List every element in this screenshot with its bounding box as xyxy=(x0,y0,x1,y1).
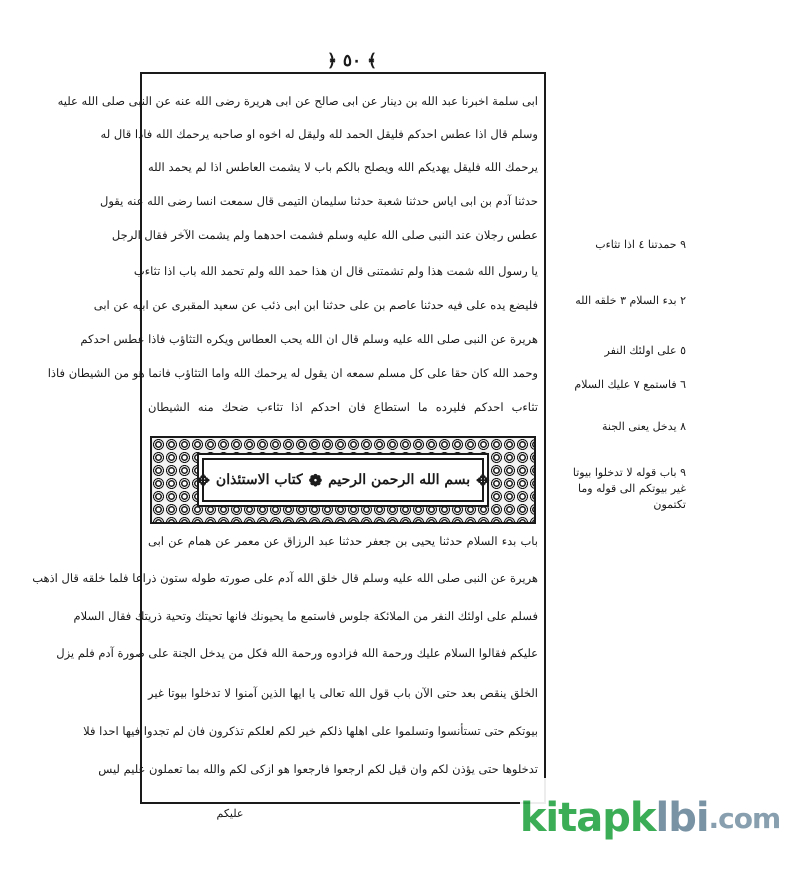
margin-note: تكتمون xyxy=(653,498,686,511)
text-line: بیوتكم حتی تستأنسوا وتسلموا علی اهلها ذلكم خیر لكم لعلكم تذكرون فان لم تجدوا فیها احدا فلا xyxy=(83,724,538,738)
footer-catchword: علیكم xyxy=(216,807,244,820)
watermark-part: .com xyxy=(708,801,781,835)
text-line: حدثنا آدم بن ابی ایاس حدثنا شعبة حدثنا سلیمان التیمی قال سمعت انسا رضی الله عنه یقول xyxy=(100,194,538,208)
margin-note: ٩ باب قوله لا تدخلوا بیوتا xyxy=(572,466,686,479)
site-watermark xyxy=(520,778,780,858)
text-line: ابی سلمة اخبرنا عبد الله بن دینار عن ابی صالح عن ابی هریرة رضی الله عنه عن النبی صلی الله علیه xyxy=(57,94,538,108)
margin-note: ٨ یدخل یعنی الجنة xyxy=(602,420,686,433)
text-line: عطس رجلان عند النبی صلی الله علیه وسلم فشمت احدهما ولم یشمت الآخر فقال الرجل xyxy=(111,228,538,242)
text-line: باب بدء السلام حدثنا یحیی بن جعفر حدثنا عبد الرزاق عن معمر عن همام عن ابی xyxy=(148,534,538,548)
text-line: فلیضع یده علی فیه حدثنا عاصم بن علی حدثنا ابن ابی ذئب عن سعید المقبری عن ابیه عن ابی xyxy=(93,298,538,312)
text-line: وحمد الله كان حقا علی كل مسلم سمعه ان یقول له یرحمك الله واما التثاؤب فانما هو من الشیطان فاذا xyxy=(47,366,538,380)
watermark-part: kitapk xyxy=(519,795,656,841)
chapter-title: كتاب الاستئذان xyxy=(215,472,303,488)
text-line: فسلم علی اولئك النفر من الملائكة جلوس فاستمع ما یحیونك فانها تحیتك وتحیة ذریتك فقال السلام xyxy=(73,609,538,623)
text-line: الخلق ینقص بعد حتی الآن باب قول الله تعالی یا ایها الذین آمنوا لا تدخلوا بیوتا غیر xyxy=(148,686,538,700)
flower-ornament-icon: ✥ xyxy=(196,470,210,490)
text-line: وسلم قال اذا عطس احدكم فلیقل الحمد لله ولیقل له اخوه او صاحبه یرحمك الله فاذا قال له xyxy=(100,127,538,141)
margin-note: ٩ حمدتنا ٤ اذا تثاءب xyxy=(595,238,686,251)
margin-note: ٢ بدء السلام ٣ خلقه الله xyxy=(575,294,686,307)
basmala-text: بسم الله الرحمن الرحیم xyxy=(328,472,471,488)
watermark-part: lbi xyxy=(655,795,709,841)
text-line: تدخلوها حتی یؤذن لكم وان قیل لكم ارجعوا فارجعوا هو ازكی لكم والله بما تعملون علیم لیس xyxy=(98,762,538,776)
margin-note: ٥ علی اولئك النفر xyxy=(604,344,686,357)
main-text-frame xyxy=(32,72,546,804)
ornamental-chapter-band xyxy=(150,436,536,524)
rosette-ornament-icon: ❁ xyxy=(308,470,323,490)
margin-note: ٦ فاستمع ٧ علیك السلام xyxy=(574,378,686,391)
margin-note: غیر بیوتكم الی قوله وما xyxy=(578,482,686,495)
text-line: تثاءب احدكم فلیرده ما استطاع فان احدكم اذا تثاءب ضحك منه الشیطان xyxy=(148,400,538,414)
text-line: یا رسول الله شمت هذا ولم تشمتنی قال ان هذا حمد الله ولم تحمد الله باب اذا تثاءب xyxy=(133,264,538,278)
margin-notes xyxy=(556,238,686,538)
text-line: علیكم فقالوا السلام علیك ورحمة الله فزادوه ورحمة الله فكل من یدخل الجنة علی صورة آدم فلم یزل xyxy=(56,646,538,660)
flower-ornament-icon: ✥ xyxy=(476,470,490,490)
text-line: هریرة عن النبی صلی الله علیه وسلم قال خلق الله آدم علی صورته طوله ستون ذراعا فلما خلقه قال اذهب xyxy=(32,571,538,585)
text-line: هریرة عن النبی صلی الله علیه وسلم قال ان الله یحب العطاس ویكره التثاؤب فاذا عطس احدكم xyxy=(80,332,538,346)
chapter-heading-box xyxy=(196,458,490,502)
text-line: یرحمك الله فلیقل یهدیكم الله ویصلح بالكم باب لا یشمت العاطس اذا لم یحمد الله xyxy=(148,160,538,174)
page-number: ﴿ ٥٠ ﴾ xyxy=(326,51,378,71)
